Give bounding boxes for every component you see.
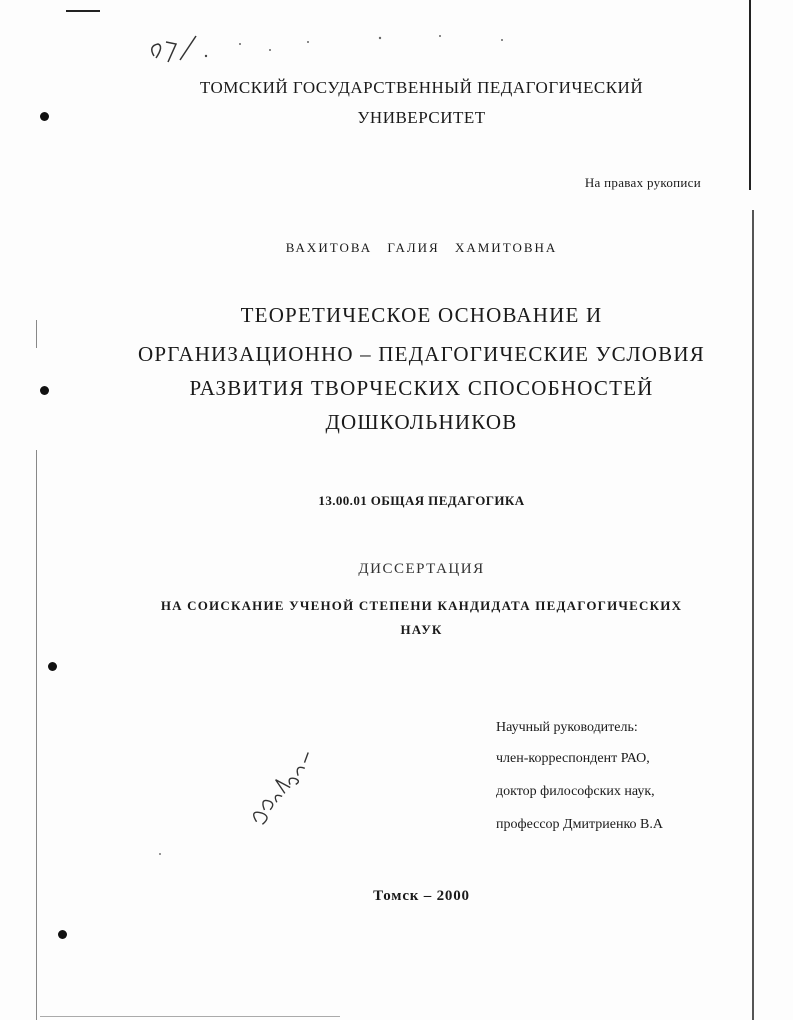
university-name-line2: УНИВЕРСИТЕТ	[357, 108, 486, 127]
scan-speck	[156, 850, 166, 860]
punch-hole	[58, 930, 67, 939]
scan-edge-top	[66, 10, 100, 12]
advisor-degree: доктор философских наук,	[496, 784, 655, 799]
manuscript-note: На правах рукописи	[584, 175, 701, 190]
scan-edge-bottom	[40, 1016, 340, 1017]
dissertation-title-line3: РАЗВИТИЯ ТВОРЧЕСКИХ СПОСОБНОСТЕЙ	[189, 376, 654, 400]
advisor-title: член-корреспондент РАО,	[496, 751, 650, 766]
dissertation-title-line1: ТЕОРЕТИЧЕСКОЕ ОСНОВАНИЕ И	[240, 303, 603, 327]
university-name-line1: ТОМСКИЙ ГОСУДАРСТВЕННЫЙ ПЕДАГОГИЧЕСКИЙ	[199, 78, 644, 97]
degree-line1: НА СОИСКАНИЕ УЧЕНОЙ СТЕПЕНИ КАНДИДАТА ПЕДАГОГИЧЕСКИХ	[160, 598, 683, 613]
handwritten-signature	[228, 730, 338, 840]
degree-line2: НАУК	[400, 622, 443, 637]
city-year: Томск – 2000	[373, 888, 470, 904]
specialty-code: 13.00.01 ОБЩАЯ ПЕДАГОГИКА	[318, 493, 525, 508]
dissertation-label: ДИССЕРТАЦИЯ	[358, 561, 485, 577]
scan-edge-left	[36, 450, 37, 1020]
dissertation-title-line4: ДОШКОЛЬНИКОВ	[325, 410, 518, 434]
handwritten-top-mark	[140, 30, 560, 70]
advisor-label: Научный руководитель:	[496, 720, 638, 735]
author-name: ВАХИТОВА ГАЛИЯ ХАМИТОВНА	[285, 240, 558, 255]
punch-hole	[48, 662, 57, 671]
dissertation-title-line2: ОРГАНИЗАЦИОННО – ПЕДАГОГИЧЕСКИЕ УСЛОВИЯ	[138, 342, 705, 366]
advisor-name: профессор Дмитриенко В.А	[496, 817, 663, 832]
